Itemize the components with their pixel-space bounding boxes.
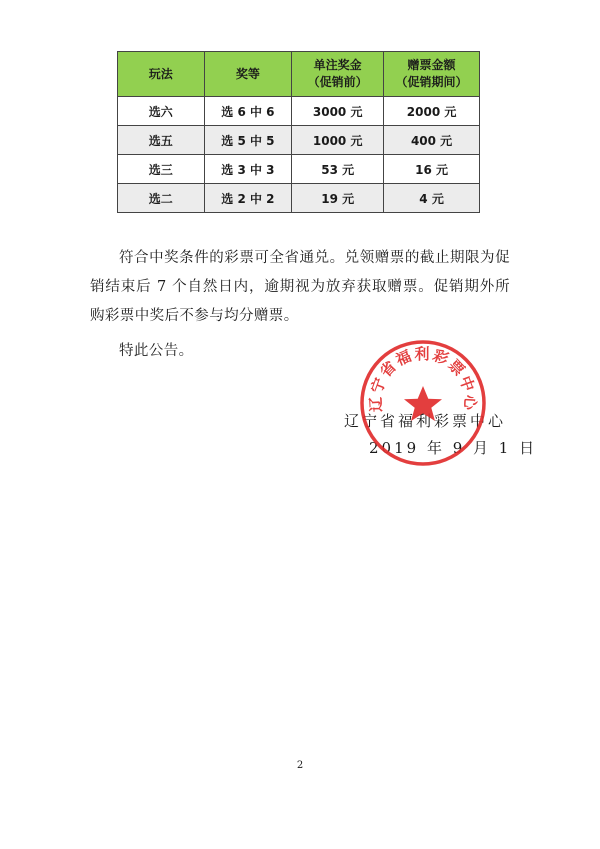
header-bonus-amount: 赠票金额 （促销期间） [384,52,480,97]
page-number: 2 [296,760,304,771]
cell-bonus: 16 元 [384,155,480,184]
cell-prize: 1000 元 [292,126,384,155]
signature-date: 2019 年 9 月 1 日 [369,439,538,457]
table-row [118,184,480,213]
seal-text: 辽宁省福利彩票中心 [366,344,480,413]
cell-prize: 53 元 [292,155,384,184]
official-seal-icon [358,338,488,468]
table-row [118,97,480,126]
body-paragraph: 符合中奖条件的彩票可全省通兑。兑领赠票的截止期限为促销结束后 7 个自然日内，逾期视为放弃获取赠票。促销期外所购彩票中奖后不参与均分赠票。 [90,250,510,324]
cell-level: 选 3 中 3 [204,155,292,184]
cell-play: 选二 [118,184,205,213]
table-row [118,126,480,155]
cell-play: 选三 [118,155,205,184]
signer-org: 辽宁省福利彩票中心 [344,412,507,430]
table-row [118,155,480,184]
closing-paragraph: 特此公告。 [119,343,194,359]
cell-level: 选 6 中 6 [204,97,292,126]
cell-level: 选 5 中 5 [204,126,292,155]
cell-bonus: 2000 元 [384,97,480,126]
cell-prize: 3000 元 [292,97,384,126]
table-header-row [118,52,480,97]
prize-table [117,51,480,213]
header-prize-level: 奖等 [204,52,292,97]
cell-play: 选五 [118,126,205,155]
cell-play: 选六 [118,97,205,126]
cell-bonus: 4 元 [384,184,480,213]
header-single-prize: 单注奖金 （促销前） [292,52,384,97]
header-play: 玩法 [118,52,205,97]
seal-star-icon [404,386,442,421]
cell-bonus: 400 元 [384,126,480,155]
cell-level: 选 2 中 2 [204,184,292,213]
cell-prize: 19 元 [292,184,384,213]
